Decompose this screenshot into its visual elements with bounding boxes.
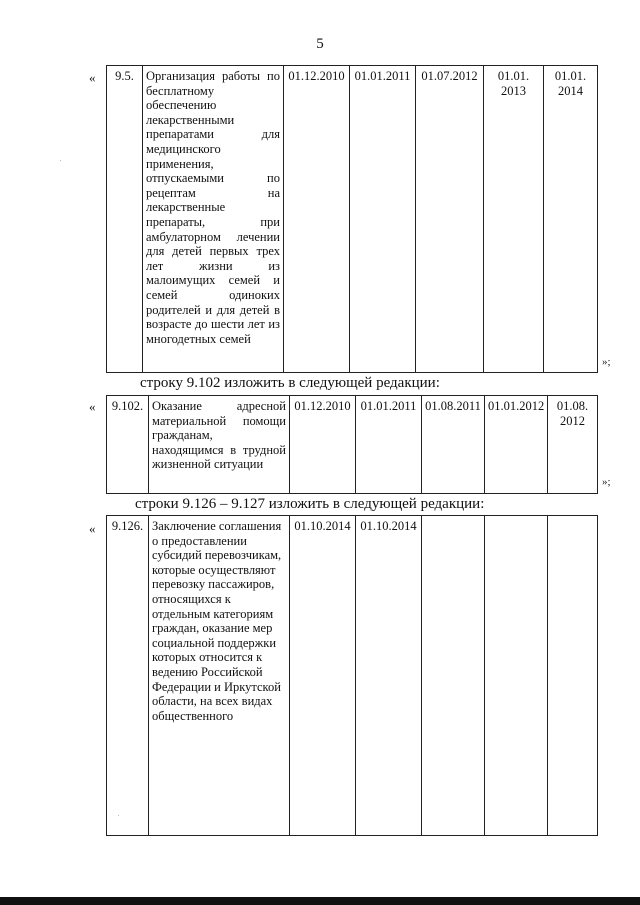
- date-cell: 01.01.2011: [350, 66, 416, 373]
- open-quote-9-126: «: [89, 521, 96, 536]
- scan-speck: [60, 160, 61, 161]
- close-quote-9-5: »;: [602, 356, 611, 368]
- table-row-9-5: [106, 65, 598, 373]
- date-cell: [485, 516, 548, 836]
- close-quote-9-102: »;: [602, 476, 611, 488]
- row-description: Заключение соглашения о предоставлении субсидий перевозчикам, которые осуществляют перевозку пассажиров, относящихся к отдельным категориям граждан, оказание мер социальной поддержки которых относится к ведению Российской Федерации и Иркутской области, на всех видах общественного: [149, 516, 290, 836]
- date-cell: 01.08. 2012: [548, 396, 598, 494]
- row-number: 9.102.: [107, 396, 149, 494]
- date-cell: [422, 516, 485, 836]
- row-number: 9.126.: [107, 516, 149, 836]
- caption-row-9-102: строку 9.102 изложить в следующей редакции:: [140, 375, 440, 391]
- page-number: 5: [316, 36, 324, 52]
- date-cell: 01.07.2012: [416, 66, 484, 373]
- date-cell: 01.10.2014: [290, 516, 356, 836]
- date-cell: 01.08.2011: [422, 396, 485, 494]
- row-number: 9.5.: [107, 66, 143, 373]
- date-cell: 01.01.2011: [356, 396, 422, 494]
- date-cell: 01.10.2014: [356, 516, 422, 836]
- date-cell: 01.01. 2013: [484, 66, 544, 373]
- caption-rows-9-126: строки 9.126 – 9.127 изложить в следующей редакции:: [135, 496, 485, 512]
- date-cell: [548, 516, 598, 836]
- open-quote-9-5: «: [89, 70, 96, 85]
- scan-edge-bar: [0, 897, 640, 905]
- table-row-9-102: [106, 395, 598, 494]
- scan-speck: [118, 815, 119, 816]
- date-cell: 01.01. 2014: [544, 66, 598, 373]
- row-description: Оказание адресной материальной помощи гражданам, находящимся в трудной жизненной ситуации: [149, 396, 290, 494]
- open-quote-9-102: «: [89, 399, 96, 414]
- row-description: Организация работы по бесплатному обеспечению лекарственными препаратами для медицинского применения, отпускаемыми по рецептам на лекарственные препараты, при амбулаторном лечении для детей первых трех лет жизни из малоимущих семей и семей одиноких родителей и для детей в возрасте до шести лет из многодетных семей: [143, 66, 284, 373]
- date-cell: 01.01.2012: [485, 396, 548, 494]
- date-cell: 01.12.2010: [290, 396, 356, 494]
- table-row-9-126: [106, 515, 598, 836]
- date-cell: 01.12.2010: [284, 66, 350, 373]
